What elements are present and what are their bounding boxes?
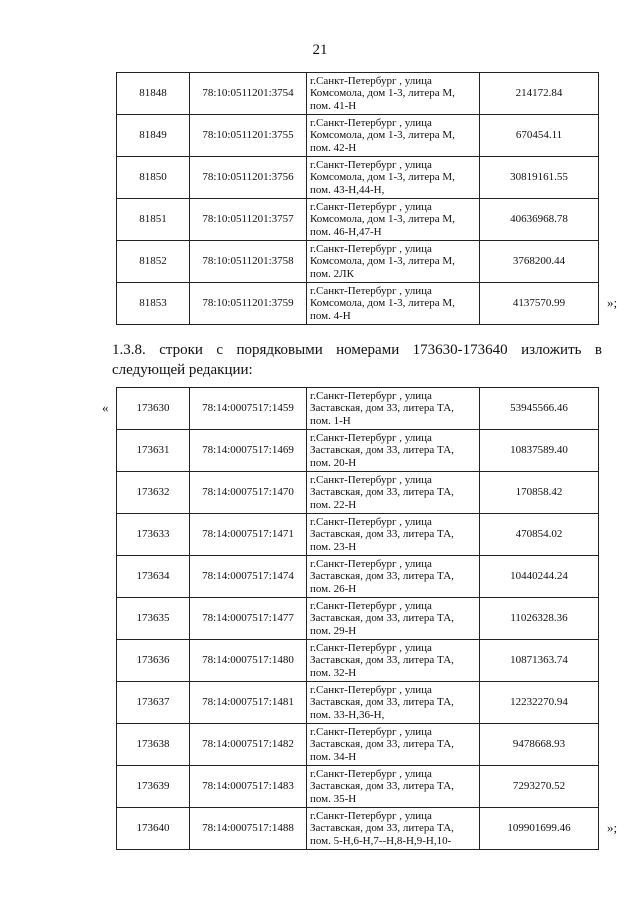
- address-line: Заставская, дом 33, литера ТА,: [310, 402, 454, 415]
- amendment-paragraph: 1.3.8. строки с порядковыми номерами 173630-173640 изложить в следующей редакции:: [112, 342, 602, 378]
- address-line: Заставская, дом 33, литера ТА,: [310, 570, 454, 583]
- cadastral-value: 4137570.99: [480, 283, 599, 325]
- row-number: 173632: [117, 472, 190, 514]
- address: [307, 157, 480, 199]
- address: [307, 598, 480, 640]
- address-line: Комсомола, дом 1-3, литера М,: [310, 171, 455, 184]
- table-row: [117, 724, 599, 766]
- address-line: пом. 5-Н,6-Н,7--Н,8-Н,9-Н,10-: [310, 834, 452, 847]
- address-line: Заставская, дом 33, литера ТА,: [310, 612, 454, 625]
- address-line: Заставская, дом 33, литера ТА,: [310, 528, 454, 541]
- row-number: 173636: [117, 640, 190, 682]
- address-line: г.Санкт-Петербург , улица: [310, 809, 432, 822]
- address-line: Заставская, дом 33, литера ТА,: [310, 444, 454, 457]
- address: [307, 472, 480, 514]
- row-number: 81852: [117, 241, 190, 283]
- cadastral-number: 78:14:0007517:1474: [190, 556, 307, 598]
- address-line: пом. 20-Н: [310, 456, 357, 469]
- address-line: пом. 26-Н: [310, 582, 357, 595]
- row-number: 173639: [117, 766, 190, 808]
- address-line: Комсомола, дом 1-3, литера М,: [310, 297, 455, 310]
- cadastral-value: 9478668.93: [480, 724, 599, 766]
- cadastral-number: 78:14:0007517:1477: [190, 598, 307, 640]
- table-row: [117, 514, 599, 556]
- cadastral-value: 214172.84: [480, 73, 599, 115]
- address-line: Заставская, дом 33, литера ТА,: [310, 486, 454, 499]
- address-line: г.Санкт-Петербург , улица: [310, 641, 432, 654]
- row-number: 81848: [117, 73, 190, 115]
- address-line: пом. 43-Н,44-Н,: [310, 183, 385, 196]
- address-line: г.Санкт-Петербург , улица: [310, 242, 432, 255]
- registry-table-1: [116, 72, 599, 325]
- row-number: 173634: [117, 556, 190, 598]
- cadastral-value: 30819161.55: [480, 157, 599, 199]
- address-line: пом. 4-Н: [310, 309, 351, 322]
- address-line: Комсомола, дом 1-3, литера М,: [310, 255, 455, 268]
- address: [307, 640, 480, 682]
- table-row: [117, 472, 599, 514]
- cadastral-number: 78:14:0007517:1482: [190, 724, 307, 766]
- cadastral-number: 78:14:0007517:1471: [190, 514, 307, 556]
- page-number: 21: [312, 42, 328, 58]
- address-line: г.Санкт-Петербург , улица: [310, 599, 432, 612]
- address-line: пом. 42-Н: [310, 141, 357, 154]
- address-line: г.Санкт-Петербург , улица: [310, 116, 432, 129]
- cadastral-value: 10440244.24: [480, 556, 599, 598]
- address-line: г.Санкт-Петербург , улица: [310, 389, 432, 402]
- address: [307, 808, 480, 850]
- cadastral-number: 78:10:0511201:3757: [190, 199, 307, 241]
- address-line: пом. 41-Н: [310, 99, 357, 112]
- table-row: [117, 766, 599, 808]
- table-row: [117, 640, 599, 682]
- address: [307, 724, 480, 766]
- cadastral-number: 78:10:0511201:3755: [190, 115, 307, 157]
- cadastral-number: 78:14:0007517:1459: [190, 388, 307, 430]
- address-line: пом. 23-Н: [310, 540, 357, 553]
- cadastral-value: 109901699.46: [480, 808, 599, 850]
- table-row: [117, 157, 599, 199]
- row-number: 173637: [117, 682, 190, 724]
- address-line: пом. 29-Н: [310, 624, 357, 637]
- address-line: пом. 1-Н: [310, 414, 351, 427]
- address-line: г.Санкт-Петербург , улица: [310, 515, 432, 528]
- address: [307, 514, 480, 556]
- address: [307, 556, 480, 598]
- cadastral-value: 10837589.40: [480, 430, 599, 472]
- address-line: г.Санкт-Петербург , улица: [310, 683, 432, 696]
- table-row: [117, 808, 599, 850]
- address-line: Комсомола, дом 1-3, литера М,: [310, 129, 455, 142]
- cadastral-number: 78:14:0007517:1469: [190, 430, 307, 472]
- table-row: [117, 115, 599, 157]
- cadastral-value: 3768200.44: [480, 241, 599, 283]
- row-number: 173633: [117, 514, 190, 556]
- address-line: пом. 46-Н,47-Н: [310, 225, 382, 238]
- address: [307, 241, 480, 283]
- address-line: пом. 22-Н: [310, 498, 357, 511]
- registry-table-2: [116, 387, 599, 850]
- address-line: Заставская, дом 33, литера ТА,: [310, 654, 454, 667]
- table-row: [117, 682, 599, 724]
- table-row: [117, 556, 599, 598]
- table-row: [117, 241, 599, 283]
- address-line: г.Санкт-Петербург , улица: [310, 431, 432, 444]
- address: [307, 682, 480, 724]
- address-line: Заставская, дом 33, литера ТА,: [310, 738, 454, 751]
- cadastral-number: 78:10:0511201:3759: [190, 283, 307, 325]
- address-line: пом. 32-Н: [310, 666, 357, 679]
- address-line: г.Санкт-Петербург , улица: [310, 74, 432, 87]
- address-line: г.Санкт-Петербург , улица: [310, 158, 432, 171]
- cadastral-number: 78:14:0007517:1488: [190, 808, 307, 850]
- cadastral-value: 40636968.78: [480, 199, 599, 241]
- address: [307, 766, 480, 808]
- row-number: 173631: [117, 430, 190, 472]
- address-line: Заставская, дом 33, литера ТА,: [310, 822, 454, 835]
- address-line: Заставская, дом 33, литера ТА,: [310, 780, 454, 793]
- table-row: [117, 598, 599, 640]
- address-line: г.Санкт-Петербург , улица: [310, 767, 432, 780]
- row-number: 173630: [117, 388, 190, 430]
- row-number: 173638: [117, 724, 190, 766]
- address-line: Заставская, дом 33, литера ТА,: [310, 696, 454, 709]
- address-line: г.Санкт-Петербург , улица: [310, 200, 432, 213]
- row-number: 173635: [117, 598, 190, 640]
- cadastral-number: 78:10:0511201:3758: [190, 241, 307, 283]
- address-line: г.Санкт-Петербург , улица: [310, 557, 432, 570]
- address: [307, 73, 480, 115]
- cadastral-value: 53945566.46: [480, 388, 599, 430]
- address: [307, 388, 480, 430]
- table-row: [117, 73, 599, 115]
- table2-open-mark: «: [102, 400, 109, 415]
- table-row: [117, 283, 599, 325]
- cadastral-value: 7293270.52: [480, 766, 599, 808]
- cadastral-value: 10871363.74: [480, 640, 599, 682]
- address: [307, 115, 480, 157]
- table2-close-mark: »;: [607, 820, 618, 835]
- cadastral-number: 78:10:0511201:3756: [190, 157, 307, 199]
- row-number: 81853: [117, 283, 190, 325]
- address-line: пом. 33-Н,36-Н,: [310, 708, 385, 721]
- address: [307, 199, 480, 241]
- address: [307, 283, 480, 325]
- table1-close-mark: »;: [607, 295, 618, 310]
- row-number: 81851: [117, 199, 190, 241]
- cadastral-number: 78:14:0007517:1470: [190, 472, 307, 514]
- address: [307, 430, 480, 472]
- address-line: пом. 2ЛК: [310, 267, 354, 280]
- row-number: 81850: [117, 157, 190, 199]
- row-number: 173640: [117, 808, 190, 850]
- address-line: Комсомола, дом 1-3, литера М,: [310, 87, 455, 100]
- address-line: пом. 35-Н: [310, 792, 357, 805]
- cadastral-number: 78:14:0007517:1480: [190, 640, 307, 682]
- address-line: г.Санкт-Петербург , улица: [310, 725, 432, 738]
- address-line: пом. 34-Н: [310, 750, 357, 763]
- cadastral-number: 78:14:0007517:1483: [190, 766, 307, 808]
- address-line: г.Санкт-Петербург , улица: [310, 473, 432, 486]
- cadastral-value: 11026328.36: [480, 598, 599, 640]
- row-number: 81849: [117, 115, 190, 157]
- cadastral-number: 78:14:0007517:1481: [190, 682, 307, 724]
- table-row: [117, 199, 599, 241]
- table-row: [117, 430, 599, 472]
- cadastral-value: 12232270.94: [480, 682, 599, 724]
- cadastral-value: 170858.42: [480, 472, 599, 514]
- cadastral-value: 470854.02: [480, 514, 599, 556]
- cadastral-value: 670454.11: [480, 115, 599, 157]
- table-row: [117, 388, 599, 430]
- address-line: Комсомола, дом 1-3, литера М,: [310, 213, 455, 226]
- cadastral-number: 78:10:0511201:3754: [190, 73, 307, 115]
- address-line: г.Санкт-Петербург , улица: [310, 284, 432, 297]
